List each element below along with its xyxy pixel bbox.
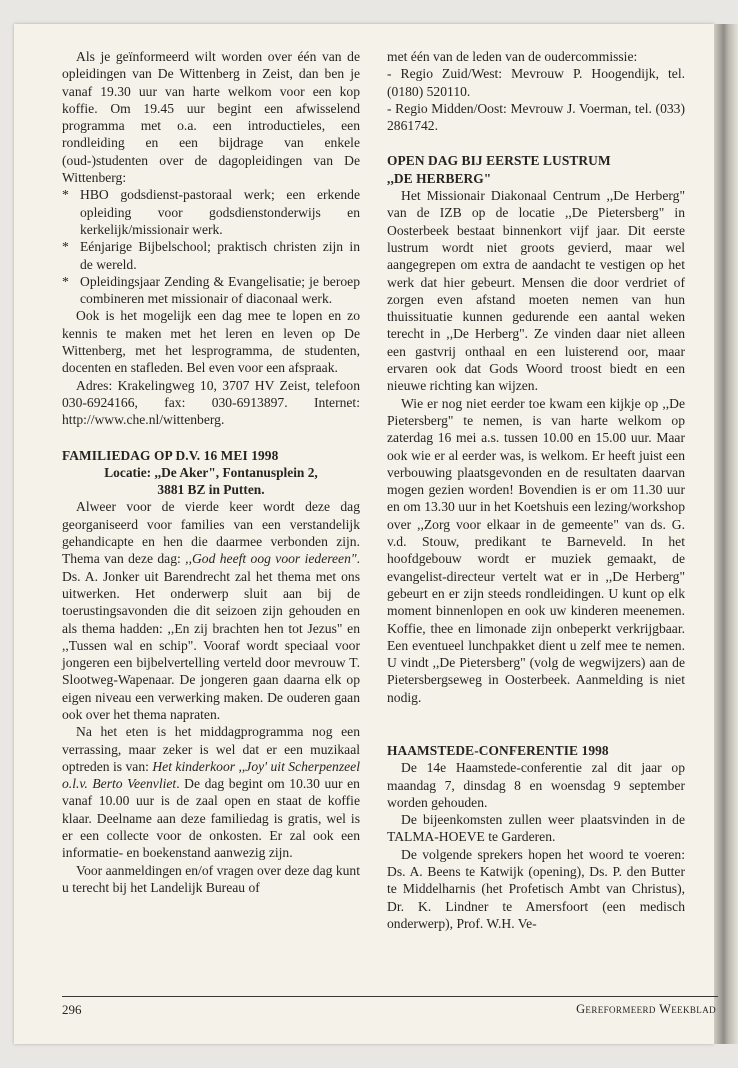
- book-spine: [714, 24, 738, 1044]
- page-number: 296: [62, 1002, 82, 1017]
- list-item: * HBO godsdienst-pastoraal werk; een erkende opleiding voor godsdienstonderwijs en kerkelijk/missionair werk.: [62, 186, 360, 238]
- haamstede-paragraph: De bijeenkomsten zullen weer plaatsvinden in de TALMA-HOEVE te Garderen.: [387, 812, 685, 845]
- footer-divider: [62, 996, 718, 997]
- herberg-paragraph: Het Missionair Diakonaal Centrum ,,De Herberg" van de IZB op de locatie ,,De Pietersberg" in Oosterbeek bestaat binnenkort vijf jaar. Dit eerste lustrum wordt niet groots gevierd, maar wel aangegrepen om extra de aandacht te vestigen op het werk dat hier gebeurt. Mensen die door verdriet of zorgen even afstand moeten nemen van hun thuissituatie kunnen gedurende een aantal weken terecht in ,,De Herberg". Ze vinden daar niet alleen een gastvrij onthaal en een luisterend oor, maar ervaren ook dat Gods Woord troost biedt en een nieuwe richting kan wijzen.: [387, 188, 685, 394]
- publication-name: Gereformeerd Weekblad: [576, 1002, 716, 1016]
- left-column: [62, 48, 360, 896]
- list-item: * Eénjarige Bijbelschool; praktisch christen zijn in de wereld.: [62, 238, 360, 273]
- herberg-paragraph: Wie er nog niet eerder toe kwam een kijkje op ,,De Pietersberg" te nemen, is van harte welkom op zaterdag 16 mei a.s. tussen 10.00 en 15.00 uur. Maar ook wie er al eerder was, is welkom. Er heeft juist een verbouwing plaatsgevonden en de resultaten daarvan mogen gezien worden! Bovendien is er om 11.30 uur en om 13.30 uur in het Koetshuis een lezing/workshop over ,,Zorg voor elkaar in de gemeente" van ds. G. v.d. Stouw, predikant te Barneveld. In het hoofdgebouw wordt er muziek gemaakt, de evangelist-directeur vertelt wat er in ,,De Herberg" gebeurt en er zijn steeds rondleidingen. U kunt op elk moment binnenlopen en ook uw kinderen meenemen. Koffie, thee en limonade zijn onbeperkt verkrijgbaar. Een eventueel lunchpakket dient u zelf mee te nemen. U vindt ,,De Pietersberg" (volg de wegwijzers) aan de Pietersbergseweg in Oosterbeek. Aanmelding is niet nodig.: [387, 395, 685, 705]
- list-item: * Opleidingsjaar Zending & Evangelisatie; je beroep combineren met missionair of diaconaal werk.: [62, 273, 360, 308]
- opleidingen-list: [62, 186, 360, 307]
- haamstede-paragraph: De volgende sprekers hopen het woord te voeren: Ds. A. Beens te Katwijk (opening), Ds. P. den Butter te Middelharnis (het Profetisch Ambt van Christus), Dr. K. Lindner te Amersfoort (een medisch onderwerp), Prof. W.H. Ve-: [387, 846, 685, 931]
- familiedag-paragraph: Alweer voor de vierde keer wordt deze dag georganiseerd voor families van een verstandelijk gehandicapte en hen die daarmee verbonden zijn. Thema van deze dag: ,,God heeft oog voor iedereen". Ds. A. Jonker uit Barendrecht zal het thema met ons uitwerken. Het onderwerp sluit aan bij de toerustingsavonden die dit seizoen zijn gehouden en als thema hadden: ,,En zij brachten hen tot Jezus" en ,,Tussen wal en schip". Vooraf wordt speciaal voor jongeren een bijbelvertelling verteld door mevrouw T. Slootweg-Wapenaar. De jongeren gaan daarna elk op eigen niveau een verwerking maken. De ouderen gaan ook over het thema napraten.: [62, 499, 361, 722]
- open-dag-heading: OPEN DAG BIJ EERSTE LUSTRUM: [387, 153, 611, 169]
- right-column: [387, 48, 685, 932]
- familiedag-locatie-line1: Locatie: ,,De Aker", Fontanusplein 2,: [104, 464, 318, 480]
- continuation-text: met één van de leden van de oudercommissie:: [387, 49, 638, 64]
- open-dag-heading-line2: ,,DE HERBERG": [387, 170, 492, 186]
- familiedag-heading: FAMILIEDAG OP D.V. 16 MEI 1998: [62, 447, 279, 463]
- familiedag-paragraph: Voor aanmeldingen en/of vragen over deze dag kunt u terecht bij het Landelijk Bureau of: [62, 862, 360, 895]
- wittenberg-paragraph: Ook is het mogelijk een dag mee te lopen en zo kennis te maken met het leren en leven op De Wittenberg, met het lesprogramma, de studenten, docenten en stafleden. Bel even voor een afspraak.: [62, 308, 360, 376]
- regio-contact: - Regio Zuid/West: Mevrouw P. Hoogendijk, tel. (0180) 520110.: [387, 66, 685, 99]
- haamstede-paragraph: De 14e Haamstede-conferentie zal dit jaar op maandag 7, dinsdag 8 en woensdag 9 september worden gehouden.: [387, 760, 685, 810]
- familiedag-paragraph: Na het eten is het middagprogramma nog een verrassing, maar zeker is wel dat er een muzikaal optreden is van: Het kinderkoor ,,Joy' uit Scherpenzeel o.l.v. Berto Veenvliet. De dag begint om 10.30 uur en vanaf 10.00 uur is de zaal open en staat de koffie klaar. Deelname aan deze familiedag is gratis, wel is er een collecte voor de onkosten. Er zal ook een informatie- en boekenstand aanwezig zijn.: [62, 724, 360, 861]
- wittenberg-intro: Als je geïnformeerd wilt worden over één van de opleidingen van De Wittenberg in Zeist, dan ben je vanaf 19.30 uur van harte welkom voor een kop koffie. Om 19.45 uur begint een afwisselend programma met o.a. een introductieles, een rondleiding en een bijdrage van enkele (oud-)studenten over de dagopleidingen van De Wittenberg:: [62, 49, 360, 186]
- haamstede-heading: HAAMSTEDE-CONFERENTIE 1998: [387, 742, 609, 758]
- wittenberg-address: Adres: Krakelingweg 10, 3707 HV Zeist, telefoon 030-6924166, fax: 030-6913897. Internet: http://www.che.nl/wittenberg.: [62, 377, 360, 428]
- familiedag-locatie-line2: 3881 BZ in Putten.: [157, 482, 265, 498]
- regio-contact: - Regio Midden/Oost: Mevrouw J. Voerman, tel. (033) 2861742.: [387, 100, 685, 134]
